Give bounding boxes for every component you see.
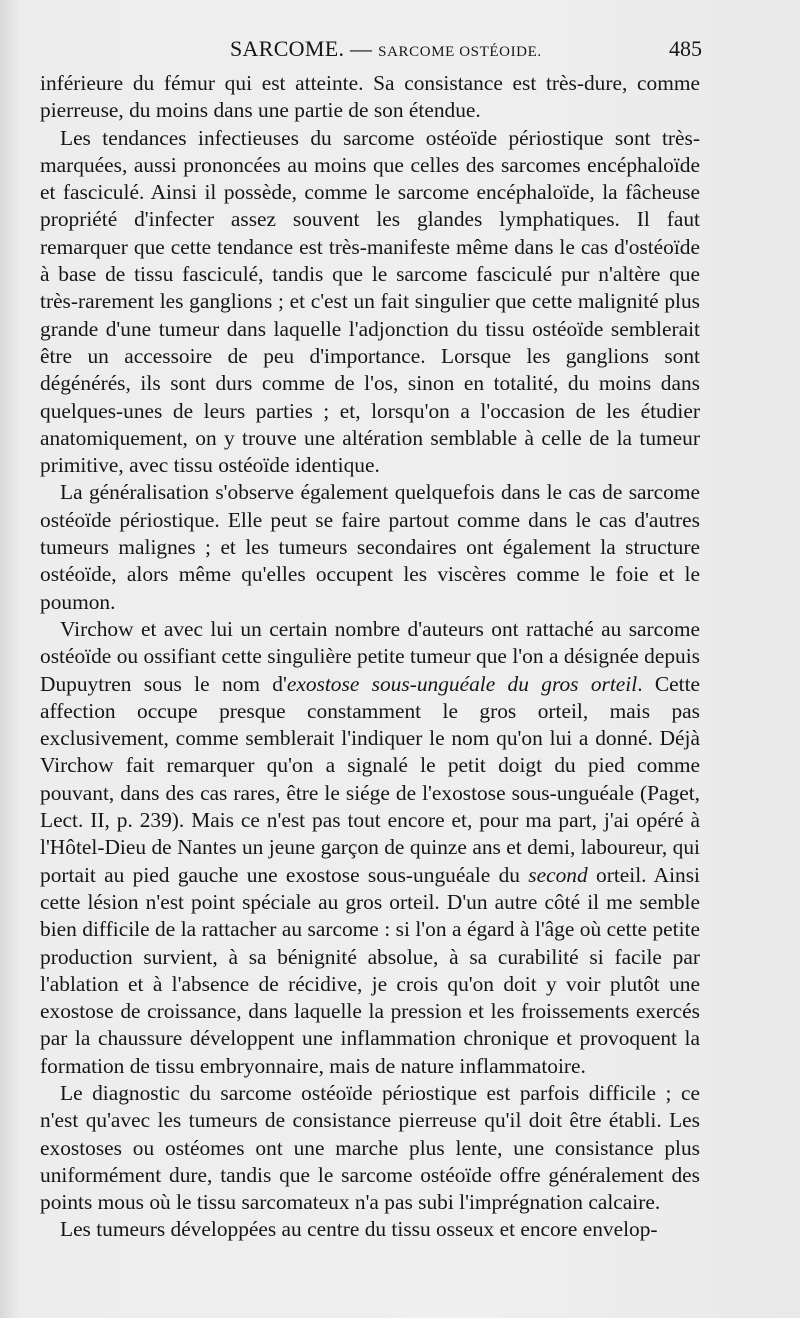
running-title-sub: SARCOME OSTÉOIDE. xyxy=(378,44,542,60)
paragraph-infectious-tendencies: Les tendances infectieuses du sarcome ostéoïde périostique sont très-marquées, aussi prononcées au moins que celles des sarcomes encéphaloïde et fasciculé. Ainsi il possède, comme le sarcome encéphaloïde, la fâcheuse propriété d'infecter assez souvent les glandes lymphatiques. Il faut remarquer que cette tendance est très-manifeste même dans le cas d'ostéoïde à base de tissu fasciculé, tandis que le sarcome fasciculé pur n'altère que très-rarement les ganglions ; et c'est un fait singulier que cette malignité plus grande d'une tumeur dans laquelle l'adjonction du tissu ostéoïde semblerait être un accessoire de peu d'importance. Lorsque les ganglions sont dégénérés, ils sont durs comme de l'os, sinon en totalité, du moins dans quelques-unes de leurs parties ; et, lorsqu'on a l'occasion de les étudier anatomiquement, on y trouve une altération semblable à celle de la tumeur primitive, avec tissu ostéoïde identique. xyxy=(40,125,700,478)
paragraph-diagnosis: Le diagnostic du sarcome ostéoïde périostique est parfois difficile ; ce n'est qu'avec les tumeurs de consistance pierreuse qu'il doit être établi. Les exostoses ou ostéomes ont une marche plus lente, une consistance plus uniformément dure, tandis que le sarcome ostéoïde offre généralement des points mous où le tissu sarcomateux n'a pas subi l'imprégnation calcaire. xyxy=(40,1080,700,1215)
text-run: . Cette affection occupe presque constamment le gros orteil, mais pas exclusivement, comme semblerait l'indiquer le nom qu'on lui a donné. Déjà Virchow fait remarquer qu'on a signalé le petit doigt du pied comme pouvant, dans des cas rares, être le siége de l'exostose sous-unguéale (Paget, Lect. II, p. 239). Mais ce n'est pas tout encore et, pour ma part, j'ai opéré à l'Hôtel-Dieu de Nantes un jeune garçon de quinze ans et demi, laboureur, qui portait au pied gauche une exostose sous-unguéale du xyxy=(40,671,701,887)
paragraph-continuation: inférieure du fémur qui est atteinte. Sa consistance est très-dure, comme pierreuse, du moins dans une partie de son étendue. xyxy=(40,71,700,123)
paragraph-central-tumors: Les tumeurs développées au centre du tissu osseux et encore envelop- xyxy=(60,1217,658,1242)
italic-term: second xyxy=(528,862,588,887)
running-header xyxy=(40,36,702,66)
text-run: orteil. Ainsi cette lésion n'est point spéciale au gros orteil. D'un autre côté il me semble bien difficile de la rattacher au sarcome : si l'on a égard à l'âge où cette petite production survient, à sa bénignité absolue, à sa curabilité si facile par l'ablation et à l'absence de récidive, je crois qu'on doit y voir plutôt une exostose de croissance, dans laquelle la pression et les froissements exercés par la chaussure développent une inflammation chronique et provoquent la formation de tissu embryonnaire, mais de nature inflammatoire. xyxy=(40,862,701,1078)
paragraph-generalization: La généralisation s'observe également quelquefois dans le cas de sarcome ostéoïde périostique. Elle peut se faire partout comme dans le cas d'autres tumeurs malignes ; et les tumeurs secondaires ont également la structure ostéoïde, alors même qu'elles occupent les viscères comme le foie et le poumon. xyxy=(40,480,700,614)
text-run: Virchow et avec lui un certain nombre d'auteurs ont rattaché au sarcome ostéoïde ou ossifiant cette singulière petite tumeur que l'on a désignée depuis Dupuytren sous le nom d' xyxy=(40,616,700,696)
italic-term: exostose sous-unguéale du gros orteil xyxy=(286,671,638,696)
paragraph-subungual-exostosis xyxy=(40,616,700,1080)
page-number: 485 xyxy=(669,36,702,61)
running-title xyxy=(230,36,542,62)
body-text xyxy=(40,70,700,1244)
running-title-main: SARCOME. — xyxy=(230,36,379,61)
